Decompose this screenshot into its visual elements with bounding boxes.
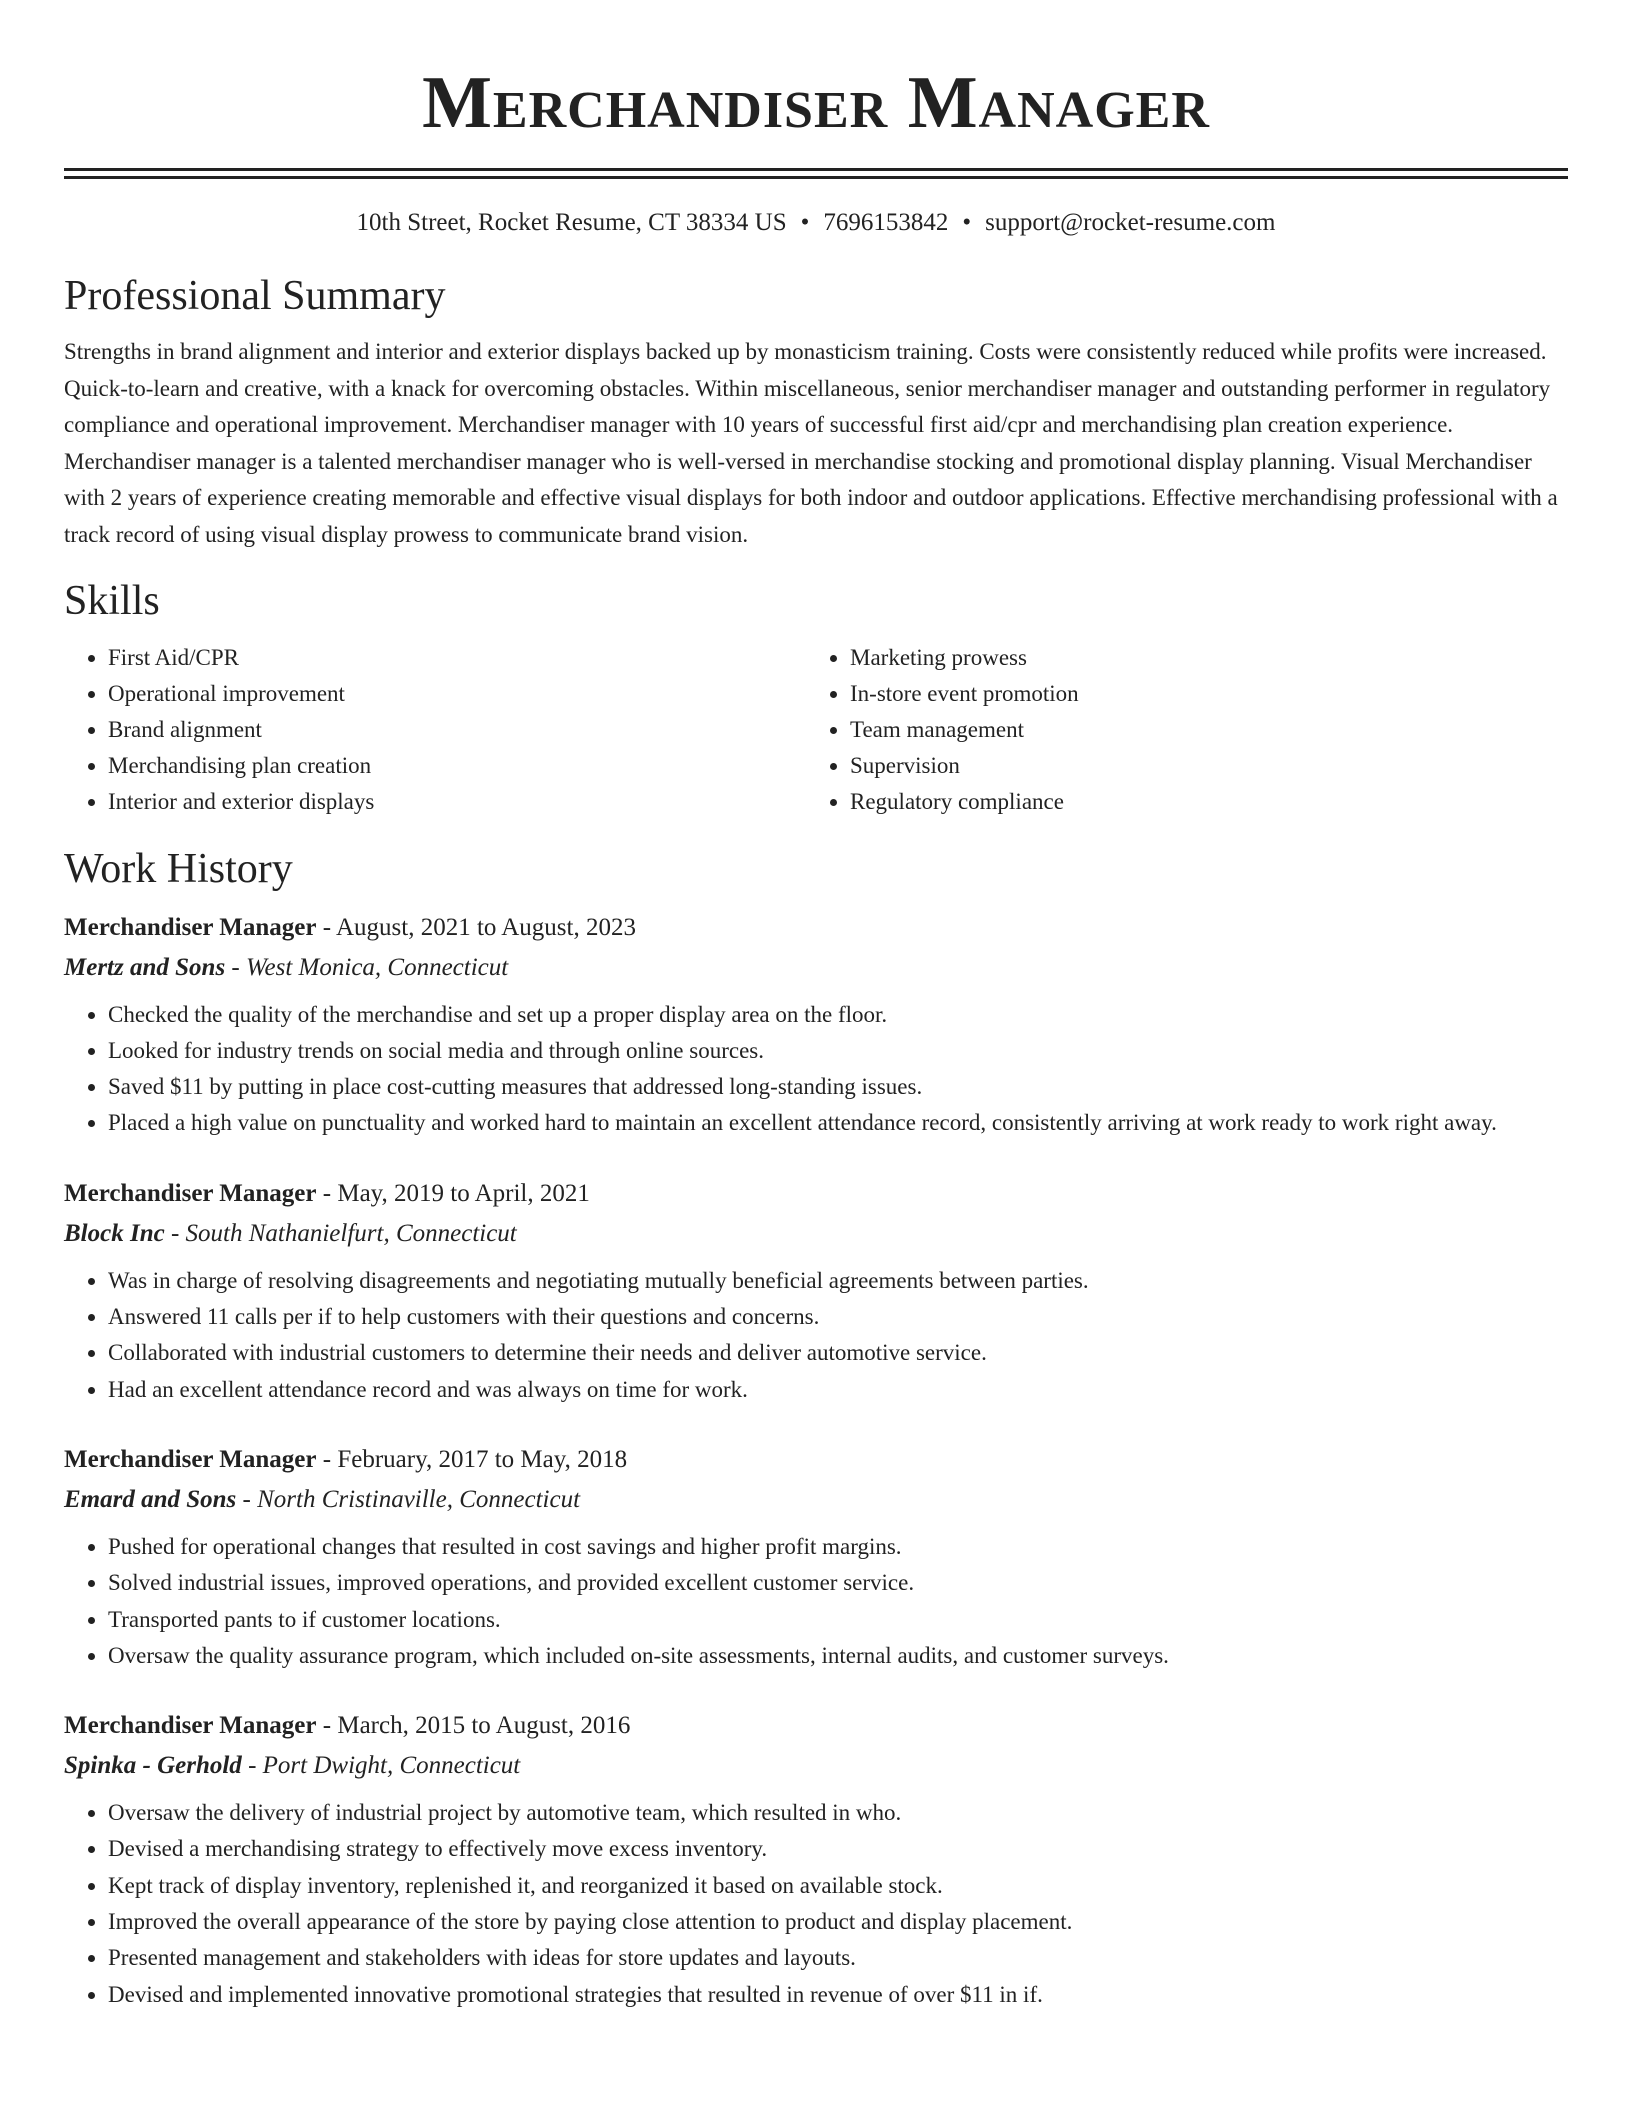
job-bullets [64,1795,1568,2013]
job-dates: - March, 2015 to August, 2016 [316,1712,631,1740]
section-title-work-history: Work History [64,845,293,892]
skill-item: • Brand alignment [108,712,806,748]
contact-separator: • [800,209,810,236]
job-bullet: • Answered 11 calls per if to help customers with their questions and concerns. [108,1299,1568,1335]
skill-item: • Regulatory compliance [850,784,1548,820]
job-bullet: • Presented management and stakeholders with ideas for store updates and layouts. [108,1940,1568,1976]
contact-phone[interactable]: 7696153842 [823,209,949,236]
job-bullet: • Oversaw the delivery of industrial project by automotive team, which resulted in who. [108,1795,1568,1831]
section-title-skills: Skills [64,577,160,624]
skills-column-right [806,640,1548,820]
contact-email[interactable]: support@rocket-resume.com [985,209,1276,236]
job-bullet: • Had an excellent attendance record and was always on time for work. [108,1372,1568,1408]
job-location: - North Cristinaville, Connecticut [236,1485,581,1513]
skills-list [64,640,1568,820]
contact-address: 10th Street, Rocket Resume, CT 38334 US [356,209,787,236]
job-bullet: • Kept track of display inventory, replenished it, and reorganized it based on available stock. [108,1868,1568,1904]
job-header [64,1440,1568,1480]
job-company: Spinka - Gerhold [64,1752,242,1780]
job-bullet: • Was in charge of resolving disagreements and negotiating mutually beneficial agreements between parties. [108,1263,1568,1299]
job-title: Merchandiser Manager [64,913,317,941]
job-dates: - February, 2017 to May, 2018 [316,1445,628,1473]
job-bullet: • Solved industrial issues, improved operations, and provided excellent customer service. [108,1565,1568,1601]
job-title: Merchandiser Manager [64,1179,317,1207]
job-dates: - May, 2019 to April, 2021 [316,1179,590,1207]
summary-text: Strengths in brand alignment and interior and exterior displays backed up by monasticism training. Costs were consistently reduced while profits were increased. Quick-to-learn and creative, with a knack for overcoming obstacles. Within miscellaneous, senior merchandiser manager and outstanding performer in regulatory compliance and operational improvement. Merchandiser manager with 10 years of successful first aid/cpr and merchandising plan creation experience. Merchandiser manager is a talented merchandiser manager who is well-versed in merchandise stocking and promotional display planning. Visual Merchandiser with 2 years of experience creating memorable and effective visual displays for both indoor and outdoor applications. Effective merchandising professional with a track record of using visual display prowess to communicate brand vision. [64,339,1558,547]
job-company-line [64,1746,1568,1785]
header-divider [64,168,1568,179]
job-title: Merchandiser Manager [64,1712,317,1740]
job-bullet: • Placed a high value on punctuality and worked hard to maintain an excellent attendance record, consistently arriving at work ready to work right away. [108,1105,1568,1141]
job-company-line [64,948,1568,987]
job-company: Mertz and Sons [64,953,226,981]
contact-line [64,205,1568,241]
job-bullet: • Devised a merchandising strategy to effectively move excess inventory. [108,1831,1568,1867]
job-bullet: • Devised and implemented innovative promotional strategies that resulted in revenue of over $11 in if. [108,1977,1568,2013]
job-bullet: • Looked for industry trends on social media and through online sources. [108,1033,1568,1069]
job-company: Emard and Sons [64,1485,237,1513]
skill-item: • In-store event promotion [850,676,1548,712]
job-bullets [64,1263,1568,1408]
job-bullet: • Saved $11 by putting in place cost-cutting measures that addressed long-standing issues. [108,1069,1568,1105]
contact-separator: • [962,209,972,236]
job-entry [64,1174,1568,1408]
job-company-line [64,1480,1568,1519]
job-bullet: • Checked the quality of the merchandise and set up a proper display area on the floor. [108,997,1568,1033]
skill-item: • Team management [850,712,1548,748]
job-bullet: • Pushed for operational changes that resulted in cost savings and higher profit margins. [108,1529,1568,1565]
job-location: - South Nathanielfurt, Connecticut [164,1219,517,1247]
job-header [64,1174,1568,1214]
skill-item: • Operational improvement [108,676,806,712]
job-location: - West Monica, Connecticut [225,953,509,981]
job-bullet: • Transported pants to if customer locations. [108,1602,1568,1638]
job-dates: - August, 2021 to August, 2023 [316,913,636,941]
job-entry [64,1706,1568,2013]
job-bullets [64,1529,1568,1674]
job-location: - Port Dwight, Connecticut [241,1752,521,1780]
job-bullet: • Collaborated with industrial customers to determine their needs and deliver automotive service. [108,1335,1568,1371]
candidate-name: Merchandiser Manager [422,62,1210,144]
skill-item: • Interior and exterior displays [108,784,806,820]
job-bullet: • Oversaw the quality assurance program, which included on-site assessments, internal audits, and customer surveys. [108,1638,1568,1674]
skill-item: • Supervision [850,748,1548,784]
job-bullet: • Improved the overall appearance of the store by paying close attention to product and display placement. [108,1904,1568,1940]
job-entry [64,1440,1568,1674]
skill-item: • First Aid/CPR [108,640,806,676]
section-title-summary: Professional Summary [64,273,446,319]
job-entry [64,908,1568,1142]
job-header [64,908,1568,948]
job-company-line [64,1214,1568,1253]
job-bullets [64,997,1568,1142]
resume-page [64,0,1568,2013]
job-title: Merchandiser Manager [64,1445,317,1473]
skills-column-left [64,640,806,820]
skill-item: • Marketing prowess [850,640,1548,676]
skill-item: • Merchandising plan creation [108,748,806,784]
job-company: Block Inc [64,1219,165,1247]
job-header [64,1706,1568,1746]
